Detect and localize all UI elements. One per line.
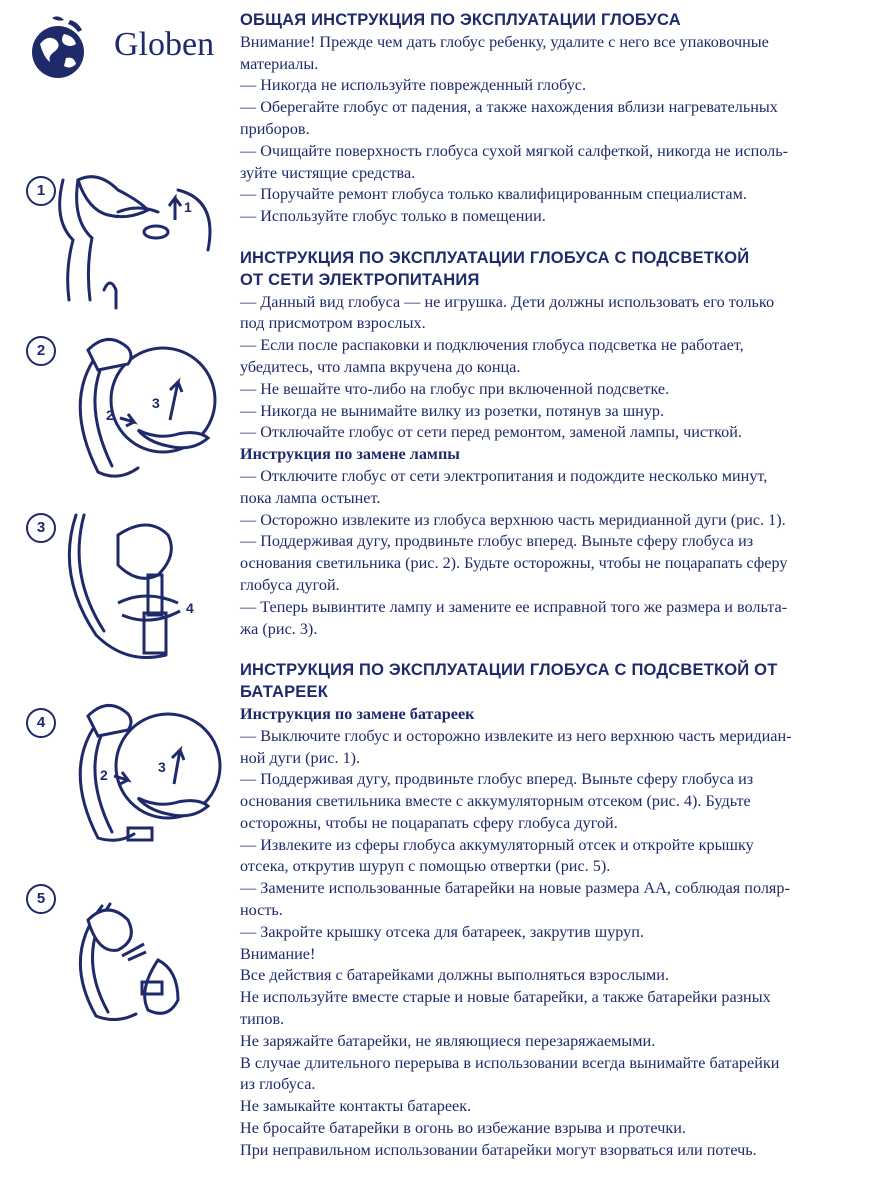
figure-number: 1: [26, 176, 56, 206]
text-line: типов.: [240, 1010, 285, 1029]
text-line: В случае длительного перерыва в использовании всегда вынимайте батарейки: [240, 1053, 780, 1072]
text-line: под присмотром взрослых.: [240, 314, 426, 333]
text-line: осторожны, чтобы не поцарапать сферу глобуса дугой.: [240, 813, 618, 832]
figure-2: [18, 330, 228, 495]
text-line: — Очищайте поверхность глобуса сухой мягкой салфеткой, никогда не исполь-: [240, 141, 789, 160]
subsection-title-lamp: Инструкция по замене лампы: [240, 445, 460, 464]
text-line: Не заряжайте батарейки, не являющиеся перезаряжаемыми.: [240, 1031, 656, 1050]
remove-sphere-illustration: [18, 330, 228, 495]
remove-sphere-battery-illustration: [18, 700, 228, 860]
text-line: — Поддерживая дугу, продвиньте глобус вперед. Выньте сферу глобуса из: [240, 532, 754, 551]
text-line: материалы.: [240, 54, 319, 73]
section-title-battery-cont: БАТАРЕЕК: [240, 683, 328, 702]
globe-logo-icon: [30, 14, 90, 84]
figure-number: 3: [26, 513, 56, 543]
figure-5: [18, 880, 228, 1040]
figure-number: 5: [26, 884, 56, 914]
text-line: жа (рис. 3).: [240, 619, 318, 638]
callout-label: 2: [100, 767, 108, 783]
text-line: Не замыкайте контакты батареек.: [240, 1097, 472, 1116]
text-line: — Поддерживая дугу, продвиньте глобус вперед. Выньте сферу глобуса из: [240, 770, 754, 789]
text-line: — Если после распаковки и подключения глобуса подсветка не работает,: [240, 336, 744, 355]
text-line: убедитесь, что лампа вкручена до конца.: [240, 357, 521, 376]
text-line: — Замените использованные батарейки на новые размера АА, соблюдая поляр-: [240, 879, 790, 898]
text-line: ной дуги (рис. 1).: [240, 748, 361, 767]
text-line: отсека, открутив шуруп с помощью отвертки (рис. 5).: [240, 857, 611, 876]
callout-label: 1: [184, 199, 192, 215]
text-line: — Поручайте ремонт глобуса только квалифицированным специалистам.: [240, 185, 747, 204]
open-battery-compartment-illustration: [18, 880, 228, 1040]
section-title-battery: ИНСТРУКЦИЯ ПО ЭКСПЛУАТАЦИИ ГЛОБУСА С ПОДСВЕТКОЙ ОТ: [240, 661, 778, 680]
text-line: — Никогда не вынимайте вилку из розетки, потянув за шнур.: [240, 401, 665, 420]
text-line: — Закройте крышку отсека для батареек, закрутив шуруп.: [240, 922, 644, 941]
replace-lamp-illustration: [18, 505, 228, 670]
text-line: из глобуса.: [240, 1075, 316, 1094]
text-line: основания светильника вместе с аккумуляторным отсеком (рис. 4). Будьте: [240, 792, 751, 811]
instructions-text: [240, 10, 858, 1162]
text-line: — Отключайте глобус от сети перед ремонтом, заменой лампы, чисткой.: [240, 423, 742, 442]
text-line: основания светильника (рис. 2). Будьте осторожны, чтобы не поцарапать сферу: [240, 554, 788, 573]
section-title-general: ОБЩАЯ ИНСТРУКЦИЯ ПО ЭКСПЛУАТАЦИИ ГЛОБУСА: [240, 11, 681, 29]
text-line: ность.: [240, 901, 283, 920]
text-line: — Никогда не используйте поврежденный глобус.: [240, 76, 587, 95]
text-line: — Выключите глобус и осторожно извлеките из него верхнюю часть меридиан-: [240, 726, 792, 745]
figure-number: 2: [26, 336, 56, 366]
remove-arc-illustration: [18, 160, 228, 320]
text-line: — Не вешайте что-либо на глобус при включенной подсветке.: [240, 379, 670, 398]
figure-3: [18, 505, 228, 670]
text-line: приборов.: [240, 119, 310, 138]
section-title-mains: ИНСТРУКЦИЯ ПО ЭКСПЛУАТАЦИИ ГЛОБУСА С ПОДСВЕТКОЙ: [240, 248, 750, 267]
text-line: — Оберегайте глобус от падения, а также нахождения вблизи нагревательных: [240, 98, 778, 117]
text-line: — Теперь вывинтите лампу и замените ее исправной того же размера и вольта-: [240, 597, 788, 616]
callout-label: 3: [158, 759, 166, 775]
callout-label: 4: [186, 600, 194, 616]
text-line: Внимание! Прежде чем дать глобус ребенку, удалите с него все упаковочные: [240, 32, 769, 51]
brand-name: Globen: [114, 26, 215, 63]
text-line: глобуса дугой.: [240, 575, 340, 594]
text-line: — Используйте глобус только в помещении.: [240, 207, 546, 226]
text-line: — Данный вид глобуса — не игрушка. Дети должны использовать его только: [240, 292, 775, 311]
text-line: — Осторожно извлеките из глобуса верхнюю часть меридианной дуги (рис. 1).: [240, 510, 786, 529]
illustrations-column: [18, 150, 228, 1180]
text-line: Все действия с батарейками должны выполняться взрослыми.: [240, 966, 670, 985]
globen-logo: [30, 10, 230, 90]
text-line: Не бросайте батарейки в огонь во избежание взрыва и протечки.: [240, 1119, 686, 1138]
section-title-mains-cont: ОТ СЕТИ ЭЛЕКТРОПИТАНИЯ: [240, 270, 480, 289]
text-line: — Извлеките из сферы глобуса аккумуляторный отсек и откройте крышку: [240, 835, 754, 854]
text-line: — Отключите глобус от сети электропитания и подождите несколько минут,: [240, 466, 768, 485]
text-line: Внимание!: [240, 944, 316, 963]
subsection-title-batteries: Инструкция по замене батареек: [240, 704, 475, 723]
figure-1: [18, 160, 228, 320]
text-line: пока лампа остынет.: [240, 488, 381, 507]
text-line: При неправильном использовании батарейки могут взорваться или потечь.: [240, 1140, 757, 1159]
figure-4: [18, 700, 228, 860]
text-line: зуйте чистящие средства.: [240, 163, 416, 182]
figure-number: 4: [26, 708, 56, 738]
callout-label: 3: [152, 395, 160, 411]
text-line: Не используйте вместе старые и новые батарейки, а также батарейки разных: [240, 988, 771, 1007]
callout-label: 2: [106, 407, 114, 423]
